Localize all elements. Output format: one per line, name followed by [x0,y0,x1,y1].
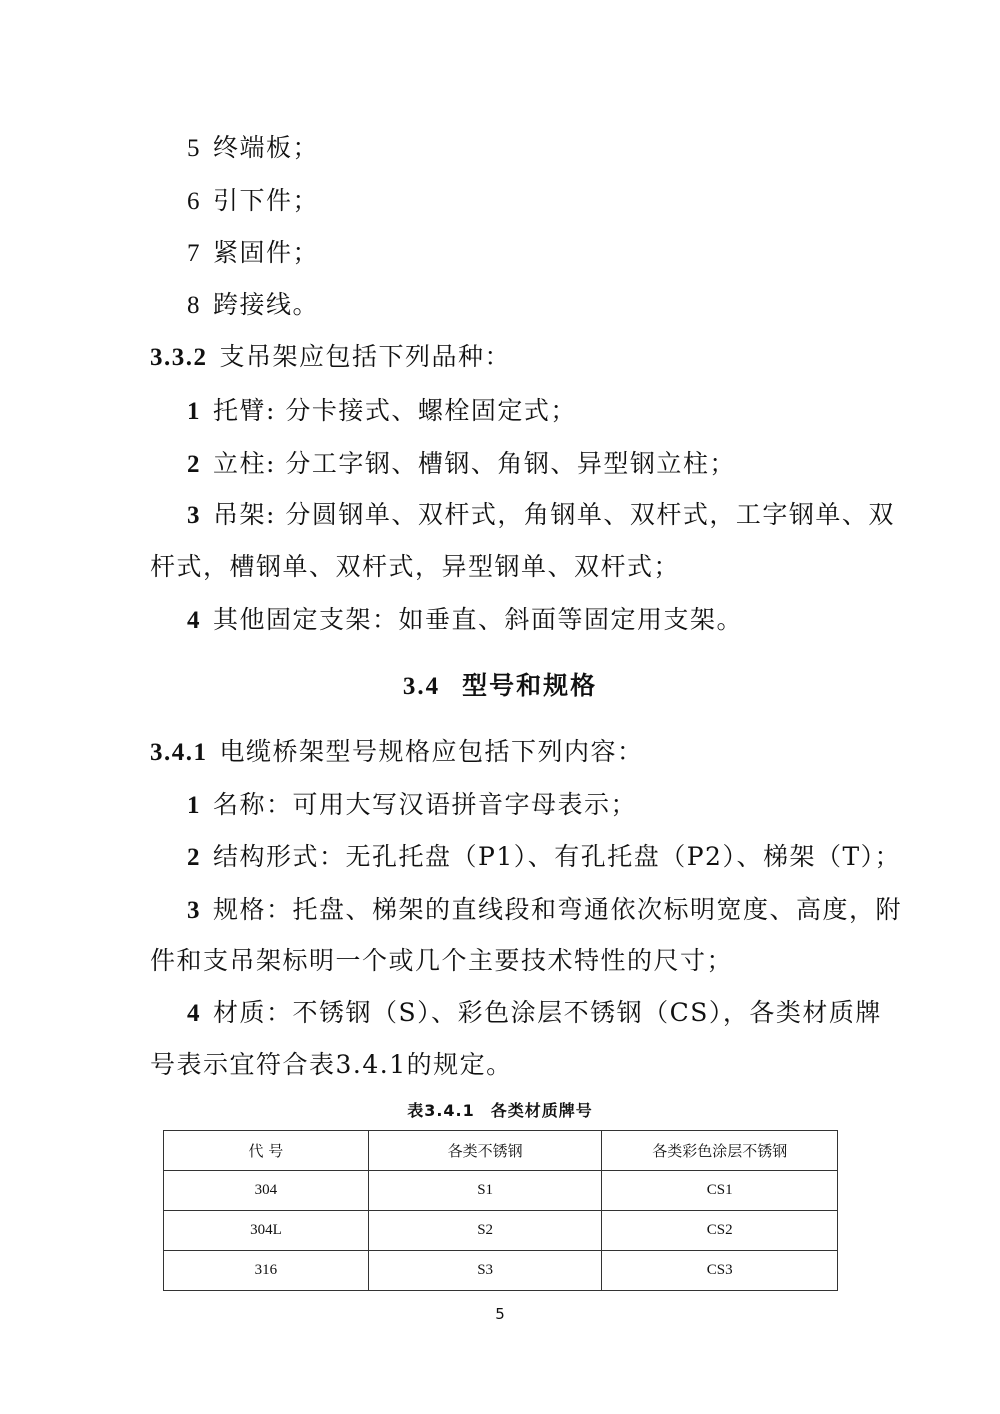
list-item [187,998,882,1029]
item-text: 立柱: 分工字钢、槽钢、角钢、异型钢立柱； [213,449,736,478]
table-cell: CS2 [602,1211,838,1251]
section-number: 3.4 [402,673,441,700]
table-cell: 316 [164,1251,369,1291]
table-header-row [164,1131,838,1171]
list-item [187,290,319,321]
item-text: 跨接线。 [213,290,320,319]
list-item [187,186,319,217]
clause-3-4-1 [150,737,644,768]
clause-3-3-2 [150,342,511,373]
table-caption [0,1098,1000,1121]
clause-text: 电缆桥架型号规格应包括下列内容： [219,737,644,766]
item-number: 3 [187,502,201,529]
section-title [0,671,1000,702]
table-cell: S3 [368,1251,602,1291]
list-item-continuation: 号表示宜符合表3.4.1的规定。 [150,1050,513,1079]
item-number: 3 [187,897,201,924]
list-item [187,238,319,269]
section-title-text: 型号和规格 [462,671,598,700]
item-text: 其他固定支架：如垂直、斜面等固定用支架。 [213,605,744,634]
table-title: 各类材质牌号 [490,1101,593,1120]
clause-number: 3.4.1 [150,739,208,766]
item-number: 1 [187,398,201,425]
column-header: 各类彩色涂层不锈钢 [602,1131,838,1171]
item-text: 终端板； [213,133,320,162]
list-item [187,133,319,164]
table-row [164,1251,838,1291]
list-item-continuation: 件和支吊架标明一个或几个主要技术特性的尺寸； [150,946,734,975]
item-text: 规格：托盘、梯架的直线段和弯通依次标明宽度、高度，附 [213,895,903,924]
item-text: 吊架: 分圆钢单、双杆式，角钢单、双杆式，工字钢单、双 [213,500,895,529]
material-grade-table [163,1130,838,1291]
list-item [187,605,743,636]
list-item [187,449,736,480]
clause-text: 支吊架应包括下列品种： [219,342,512,371]
item-number: 4 [187,607,201,634]
item-text: 材质：不锈钢（S）、彩色涂层不锈钢（CS），各类材质牌 [213,998,882,1027]
table-number: 表3.4.1 [407,1101,475,1120]
item-number: 6 [187,188,201,215]
item-text: 托臂: 分卡接式、螺栓固定式； [213,396,577,425]
item-number: 2 [187,451,201,478]
item-number: 5 [187,135,201,162]
table-cell: CS3 [602,1251,838,1291]
item-text: 名称：可用大写汉语拼音字母表示； [213,790,638,819]
list-item [187,842,901,873]
item-number: 1 [187,792,201,819]
column-header: 代 号 [164,1131,369,1171]
list-item-continuation: 杆式，槽钢单、双杆式，异型钢单、双杆式； [150,552,681,581]
list-item [187,396,577,427]
list-item [187,790,637,821]
list-item [187,895,903,926]
item-text: 紧固件； [213,238,320,267]
table-row [164,1211,838,1251]
item-number: 4 [187,1000,201,1027]
table-cell: CS1 [602,1171,838,1211]
list-item [187,500,895,531]
page-number: 5 [495,1305,505,1323]
table-cell: S2 [368,1211,602,1251]
clause-number: 3.3.2 [150,344,208,371]
table-row [164,1171,838,1211]
item-number: 7 [187,240,201,267]
table-cell: S1 [368,1171,602,1211]
item-number: 2 [187,844,201,871]
item-text: 引下件； [213,186,320,215]
table-cell: 304 [164,1171,369,1211]
item-number: 8 [187,292,201,319]
item-text: 结构形式：无孔托盘（P1）、有孔托盘（P2）、梯架（T）； [213,842,902,871]
table-cell: 304L [164,1211,369,1251]
column-header: 各类不锈钢 [368,1131,602,1171]
